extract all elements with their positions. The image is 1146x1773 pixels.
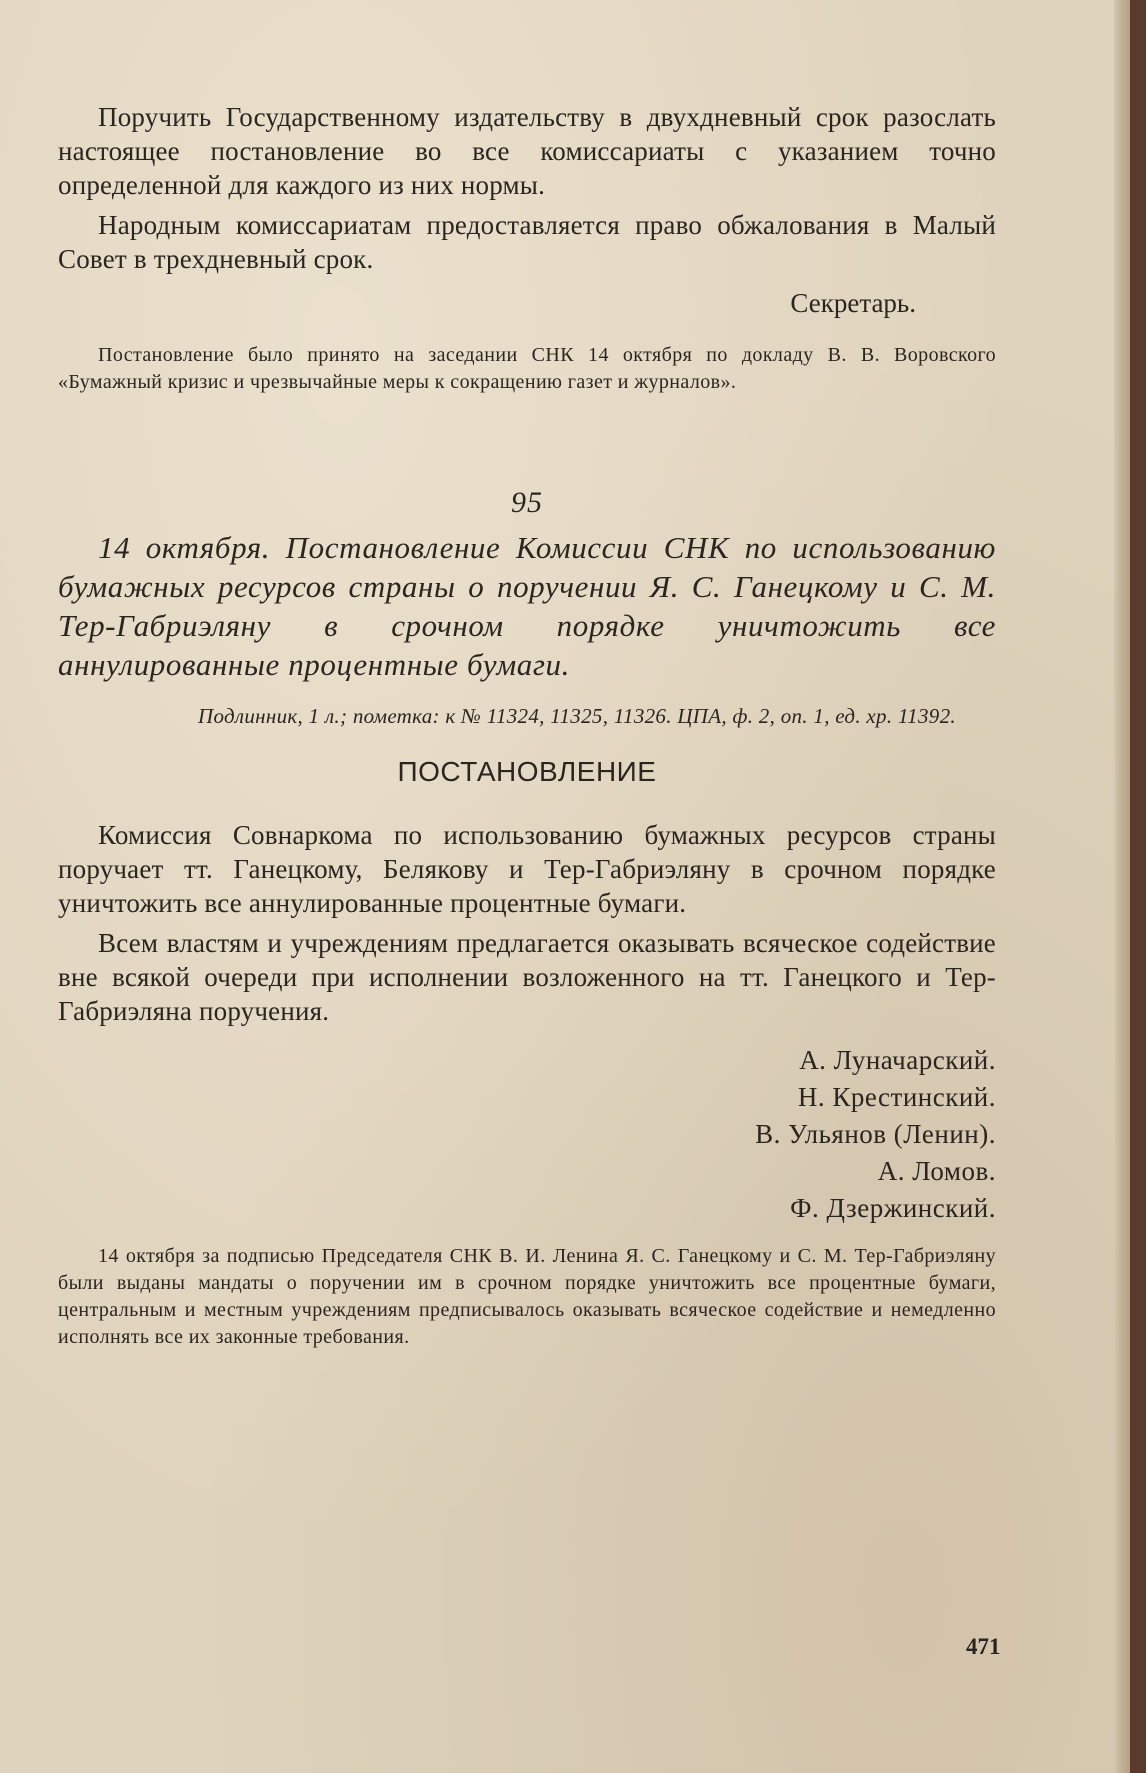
- document-title: ПОСТАНОВЛЕНИЕ: [397, 756, 657, 787]
- page-number: 471: [966, 1634, 1001, 1659]
- signature-ulyanov: В. Ульянов (Ленин).: [755, 1119, 996, 1149]
- document-note: 14 октября за подписью Председателя СНК В. И. Ленина Я. С. Ганецкому и С. М. Тер-Габриэляну были выданы мандаты о поручении им в срочном порядке уничтожить все процентные бумаги, центральным и местным учреждениям предписывалось оказывать всяческое содействие и немедленно исполнять все их законные требования.: [58, 1245, 996, 1348]
- document-source: Подлинник, 1 л.; пометка: к № 11324, 11325, 11326. ЦПА, ф. 2, оп. 1, ед. хр. 11392.: [198, 704, 956, 728]
- top-note: Постановление было принято на заседании СНК 14 октября по докладу В. В. Воровского «Бумажный кризис и чрезвычайные меры к сокращению газет и журналов».: [58, 344, 996, 393]
- document-paragraph-2: Всем властям и учреждениям предлагается оказывать всяческое содействие вне всякой очереди при исполнении возложенного на тт. Ганецкого и Тер-Габриэляна поручения.: [58, 928, 996, 1026]
- signature-lunacharsky: А. Луначарский.: [799, 1045, 996, 1075]
- top-paragraph-2: Народным комиссариатам предоставляется право обжалования в Малый Совет в трехдневный срок.: [58, 210, 996, 274]
- page-edge: [1114, 0, 1130, 1773]
- signature-dzerzhinsky: Ф. Дзержинский.: [790, 1193, 996, 1223]
- signature-lomov: А. Ломов.: [877, 1156, 996, 1186]
- document-number: 95: [511, 486, 543, 519]
- page-content: [58, 100, 996, 1351]
- document-paragraph-1: Комиссия Совнаркома по использованию бумажных ресурсов страны поручает тт. Ганецкому, Белякову и Тер-Габриэляну в срочном порядке уничтожить все аннулированные процентные бумаги.: [58, 820, 996, 918]
- top-paragraph-1: Поручить Государственному издательству в двухдневный срок разослать настоящее постановление во все комиссариаты с указанием точно определенной для каждого из них нормы.: [58, 102, 996, 200]
- signature-krestinsky: Н. Крестинский.: [797, 1082, 996, 1112]
- signatures-block: [58, 1042, 996, 1227]
- secretary-signature: Секретарь.: [790, 288, 916, 318]
- document-heading: 14 октября. Постановление Комиссии СНК по использованию бумажных ресурсов страны о поручении Я. С. Ганецкому и С. М. Тер-Габриэляну в срочном порядке уничтожить все аннулированные процентные бумаги.: [58, 530, 996, 682]
